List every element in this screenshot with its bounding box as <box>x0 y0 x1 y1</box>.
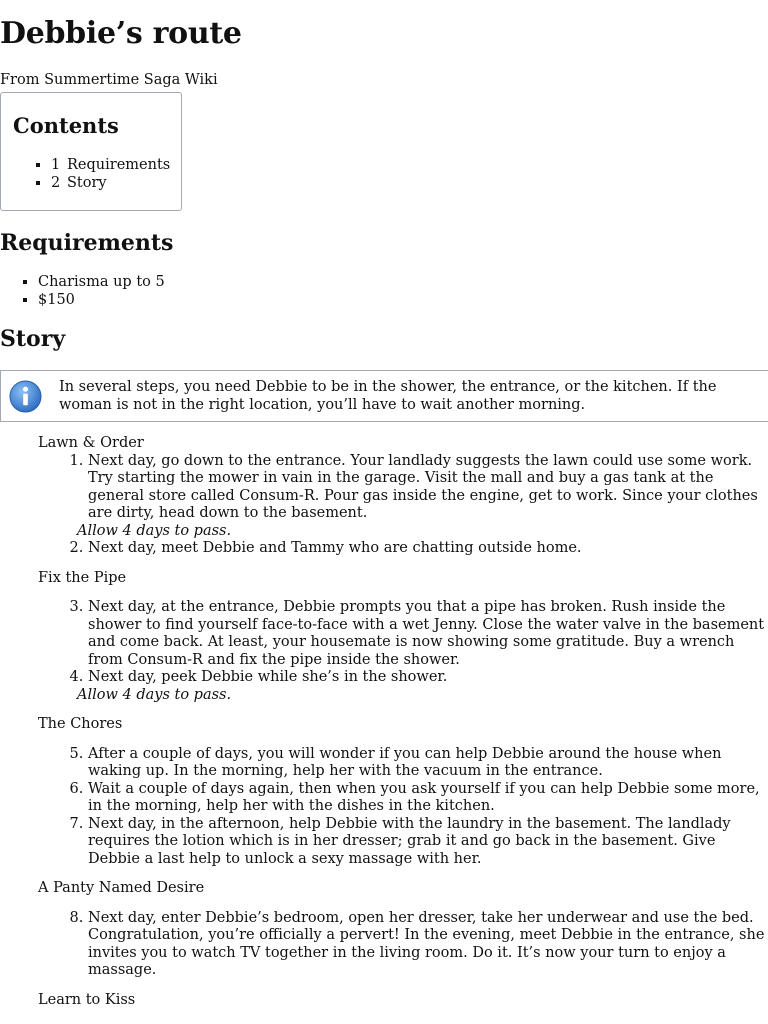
story-step: 2. Next day, meet Debbie and Tammy who are chatting outside home. <box>88 540 768 558</box>
story-steps <box>38 599 768 687</box>
toc-title: Contents <box>13 113 119 138</box>
page-title: Debbie’s route <box>0 16 242 51</box>
story-step: 3. Next day, at the entrance, Debbie prompts you that a pipe has broken. Rush inside the shower to find yourself face-to-face with a wet Jenny. Close the water valve in the basement and come back. At least, your housemate is now showing some gratitude. Buy a wrench from Consum-R and fix the pipe inside the shower. <box>88 599 768 669</box>
allow-days-note: Allow 4 days to pass. <box>77 522 232 539</box>
story-content <box>38 435 768 1009</box>
story-section-title: Learn to Kiss <box>38 991 136 1008</box>
story-step: 5. After a couple of days, you will wonder if you can help Debbie around the house when waking up. In the morning, help her with the vacuum in the entrance. <box>88 746 768 781</box>
story-step: 6. Wait a couple of days again, then when you ask yourself if you can help Debbie some more, in the morning, help her with the dishes in the kitchen. <box>88 781 768 816</box>
story-steps <box>38 453 768 523</box>
toc-item-number: 1 <box>51 157 61 173</box>
toc-list <box>31 157 170 192</box>
info-icon <box>9 380 42 413</box>
allow-days-note: Allow 4 days to pass. <box>77 686 232 703</box>
table-of-contents <box>0 92 182 211</box>
story-steps <box>38 910 768 980</box>
toc-item-story[interactable] <box>51 175 170 193</box>
page-subtitle: From Summertime Saga Wiki <box>0 72 218 88</box>
section-heading-story: Story <box>0 326 66 352</box>
story-section-title: A Panty Named Desire <box>38 880 205 896</box>
story-section-title: Fix the Pipe <box>38 569 127 586</box>
story-step: 4. Next day, peek Debbie while she’s in the shower. <box>88 669 768 687</box>
toc-item-label[interactable]: Story <box>67 174 107 191</box>
requirement-item: ▪ $150 <box>38 292 165 310</box>
story-step: 1. Next day, go down to the entrance. Your landlady suggests the lawn could use some work. Try starting the mower in vain in the garage. Visit the mall and buy a gas tank at the general store called Consum-R. Pour gas inside the engine, get to work. Since your clothes are dirty, head down to the basement. <box>88 453 768 523</box>
info-text: In several steps, you need Debbie to be in the shower, the entrance, or the kitchen. If the woman is not in the right location, you’ll have to wait another morning. <box>59 379 717 413</box>
info-box <box>0 370 768 422</box>
story-section-title: The Chores <box>38 716 123 732</box>
story-steps <box>38 540 768 558</box>
toc-item-requirements[interactable] <box>51 157 170 175</box>
toc-item-number: 2 <box>51 174 61 191</box>
story-section-title: Lawn & Order <box>38 435 144 451</box>
requirements-list <box>0 274 165 309</box>
toc-item-label[interactable]: Requirements <box>67 157 171 173</box>
story-step: 8. Next day, enter Debbie’s bedroom, open her dresser, take her underwear and use the bed. Congratulation, you’re officially a pervert! In the evening, meet Debbie in the entrance, she invites you to watch TV together in the living room. Do it. It’s now your turn to enjoy a massage. <box>88 910 768 980</box>
requirement-item: ▪ Charisma up to 5 <box>38 274 165 292</box>
story-steps <box>38 746 768 869</box>
story-step: 7. Next day, in the afternoon, help Debbie with the laundry in the basement. The landlady requires the lotion which is in her dresser; grab it and go back in the basement. Give Debbie a last help to unlock a sexy massage with her. <box>88 816 768 869</box>
section-heading-requirements: Requirements <box>0 230 174 256</box>
